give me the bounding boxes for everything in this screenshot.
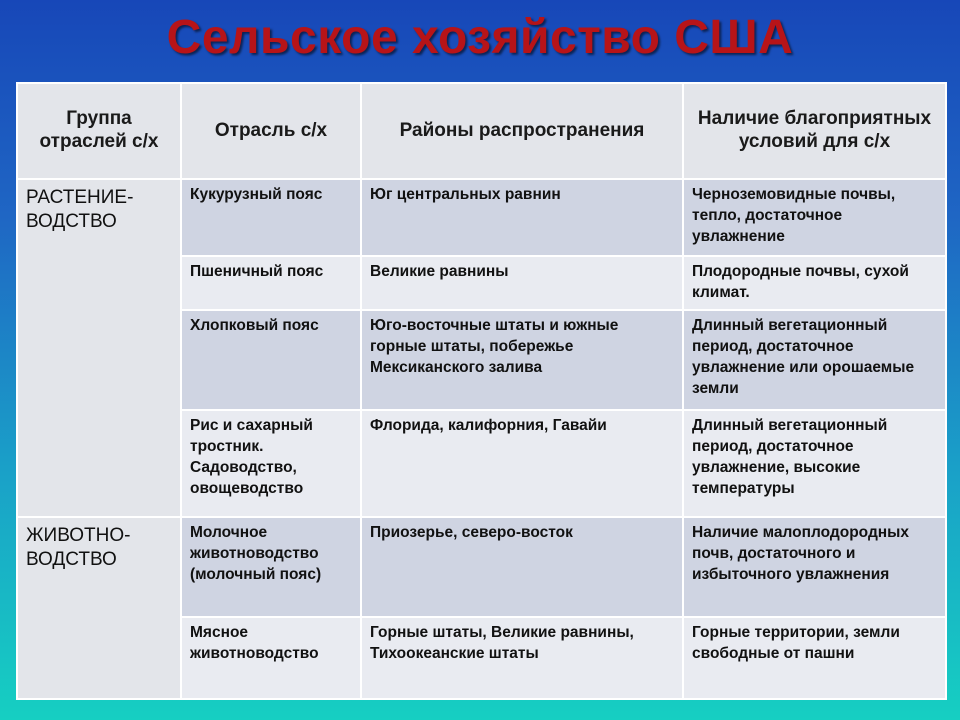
- regions-cell: Юго-восточные штаты и южные горные штаты, побережье Мексиканского залива: [361, 310, 683, 410]
- branch-cell: Хлопковый пояс: [181, 310, 361, 410]
- slide-title: Сельское хозяйство США: [166, 11, 794, 64]
- header-regions: Районы распространения: [361, 83, 683, 179]
- header-row: [17, 83, 946, 179]
- branch-cell: Пшеничный пояс: [181, 256, 361, 310]
- conditions-cell: Наличие малоплодородных почв, достаточного и избыточного увлажнения: [683, 517, 946, 617]
- conditions-cell: Длинный вегетационный период, достаточное увлажнение, высокие температуры: [683, 410, 946, 517]
- regions-cell: Горные штаты, Великие равнины, Тихоокеанские штаты: [361, 617, 683, 699]
- header-branch: Отрасль с/х: [181, 83, 361, 179]
- header-group: Группа отраслей с/х: [17, 83, 181, 179]
- conditions-cell: Длинный вегетационный период, достаточное увлажнение или орошаемые земли: [683, 310, 946, 410]
- table-row: [17, 179, 946, 256]
- regions-cell: Великие равнины: [361, 256, 683, 310]
- group-animal-husbandry: ЖИВОТНО-ВОДСТВО: [17, 517, 181, 699]
- regions-cell: Флорида, калифорния, Гавайи: [361, 410, 683, 517]
- header-conditions: Наличие благоприятных условий для с/х: [683, 83, 946, 179]
- conditions-cell: Черноземовидные почвы, тепло, достаточное увлажнение: [683, 179, 946, 256]
- table-row: [17, 517, 946, 617]
- conditions-cell: Плодородные почвы, сухой климат.: [683, 256, 946, 310]
- branch-cell: Кукурузный пояс: [181, 179, 361, 256]
- branch-cell: Молочное животноводство (молочный пояс): [181, 517, 361, 617]
- group-plant-growing: РАСТЕНИЕ-ВОДСТВО: [17, 179, 181, 517]
- branch-cell: Мясное животноводство: [181, 617, 361, 699]
- regions-cell: Юг центральных равнин: [361, 179, 683, 256]
- agriculture-table: [16, 82, 947, 700]
- branch-cell: Рис и сахарный тростник. Садоводство, овощеводство: [181, 410, 361, 517]
- conditions-cell: Горные территории, земли свободные от пашни: [683, 617, 946, 699]
- regions-cell: Приозерье, северо-восток: [361, 517, 683, 617]
